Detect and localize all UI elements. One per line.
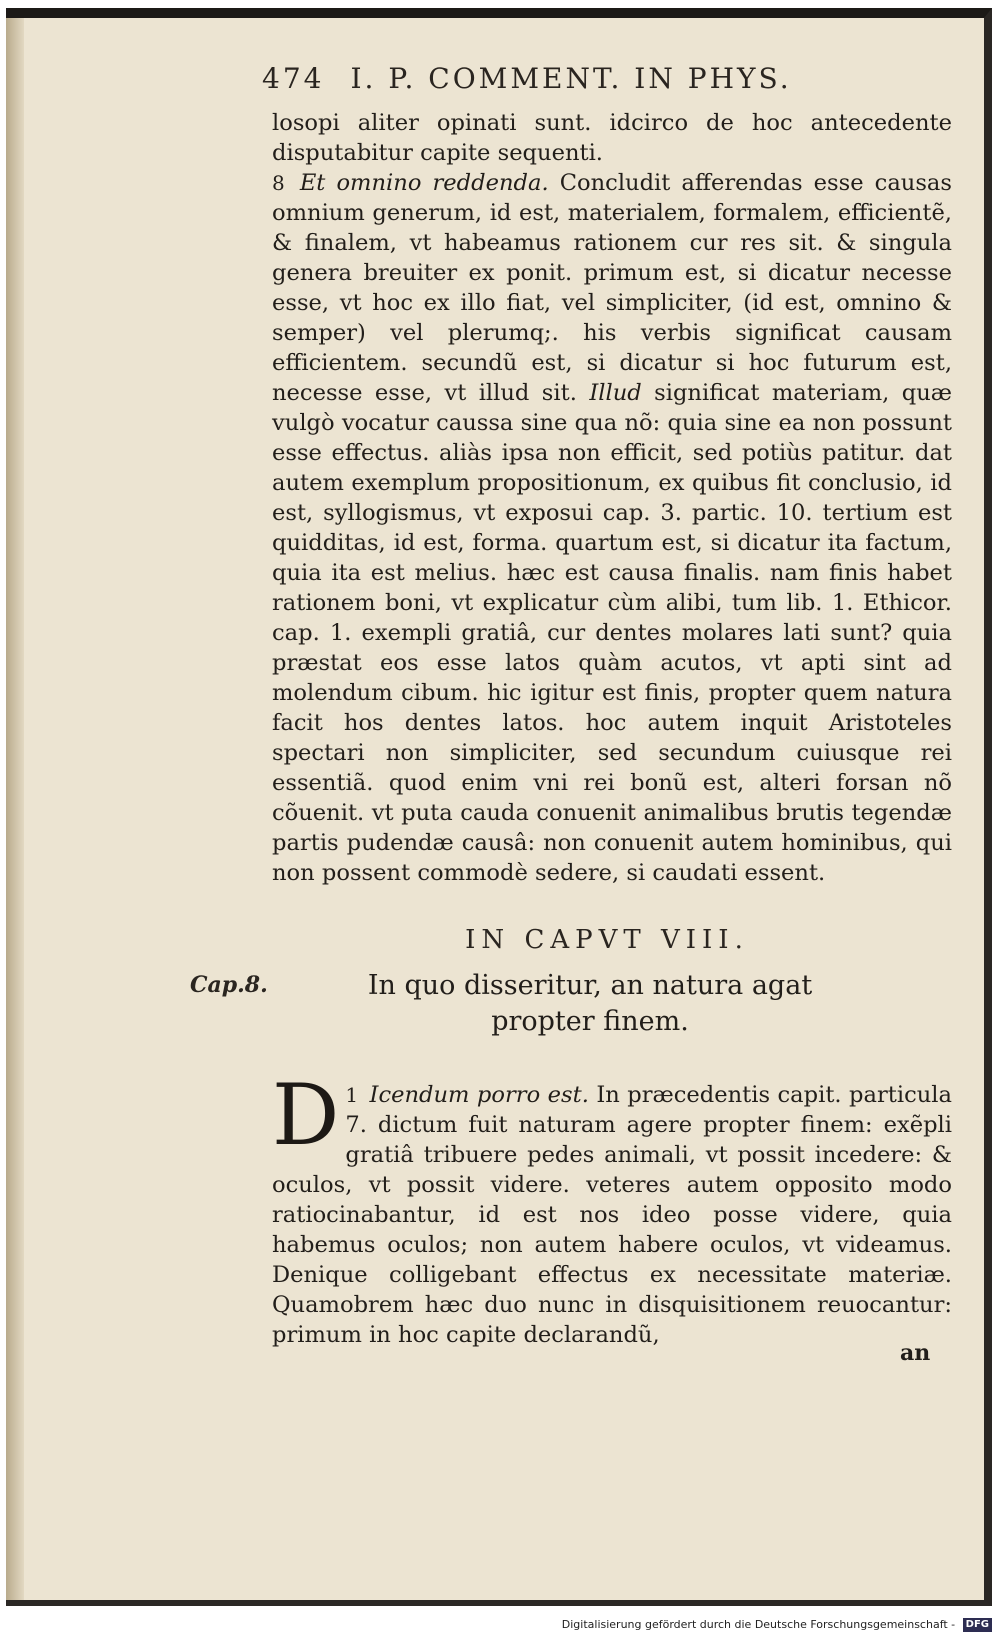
drop-cap: D — [272, 1066, 340, 1164]
lemma: Icendum porro est. — [369, 1082, 589, 1108]
paragraph-body: Concludit afferendas esse causas omnium generum, id est, materialem, formalem, efficientẽ, & finalem, vt habeamus rationem cur res sit. & singula genera breuiter ex ponit. primum est, si dicatur necesse esse, vt hoc ex illo fiat, vel simpliciter, (id est, omnino & semper) vel plerumq;. his verbis significat causam efficientem. secundũ est, si dicatur si hoc futurum est, necesse esse, vt illud sit. — [272, 170, 952, 406]
chapter-heading: IN CAPVT VIII. — [465, 925, 749, 955]
lemma-inline: Illud — [589, 380, 642, 406]
margin-note: Cap.8. — [190, 972, 268, 998]
commentary-block-2 — [272, 1066, 952, 1350]
commentary-block-1 — [272, 108, 952, 888]
paragraph-body-continued: significat materiam, quæ vulgò vocatur caussa sine qua nõ: quia sine ea non possunt esse effectus. aliàs ipsa non efficit, sed potiùs patitur. dat autem exemplum propositionum, ex quibus fit conclusio, id est, syllogismus, vt exposui cap. 3. partic. 10. tertium est quidditas, id est, forma. quartum est, si dicatur ita factum, quia ita est melius. hæc est causa finalis. nam finis habet rationem boni, vt explicatur cùm alibi, tum lib. 1. Ethicor. cap. 1. exempli gratiâ, cur dentes molares lati sunt? quia præstat eos esse latos quàm acutos, vt apti sint ad molendum cibum. hic igitur est finis, propter quem natura facit hos dentes latos. hoc autem inquit Aristoteles spectari non simpliciter, sed secundum cuiusque rei essentiã. quod enim vni rei bonũ est, alteri forsan nõ cõuenit. vt puta cauda conuenit animalibus brutis tegendæ partis pudendæ causâ: non conuenit autem hominibus, qui non possent commodè sedere, si caudati essent. — [272, 380, 952, 886]
running-title: I. P. COMMENT. IN PHYS. — [350, 62, 792, 95]
catchword: an — [900, 1340, 931, 1366]
particle-number: 8 — [272, 171, 285, 195]
chapter-subtitle: In quo disseritur, an natura agat propter finem. — [367, 970, 813, 1037]
particle-number: 1 — [345, 1083, 359, 1107]
paragraph-body: In præcedentis capit. particula 7. dictum fuit naturam agere propter finem: exẽpli gratiâ tribuere pedes animali, vt possit incedere: & oculos, vt possit videre. veteres autem opposito modo ratiocinabantur, id est nos ideo posse videre, quia habemus oculos; non autem habere oculos, vt videamus. Denique colligebant effectus ex necessitate materiæ. Quamobrem hæc duo nunc in disquisitionem reuocantur: primum in hoc capite declarandũ, — [272, 1082, 952, 1348]
page-number: 474 — [262, 62, 325, 95]
page-gutter-shadow — [6, 18, 24, 1600]
continuation-text: losopi aliter opinati sunt. idcirco de hoc antecedente disputabitur capite sequenti. — [272, 110, 952, 166]
footer-credit: Digitalisierung gefördert durch die Deutsche Forschungsgemeinschaft - — [561, 1618, 956, 1631]
running-head — [262, 62, 902, 102]
digitization-footer — [562, 1618, 992, 1632]
commentary-paragraph-1 — [272, 1066, 952, 1350]
dfg-logo-icon: DFG — [963, 1618, 992, 1632]
commentary-paragraph-8 — [272, 168, 952, 888]
lemma: Et omnino reddenda. — [299, 170, 549, 196]
